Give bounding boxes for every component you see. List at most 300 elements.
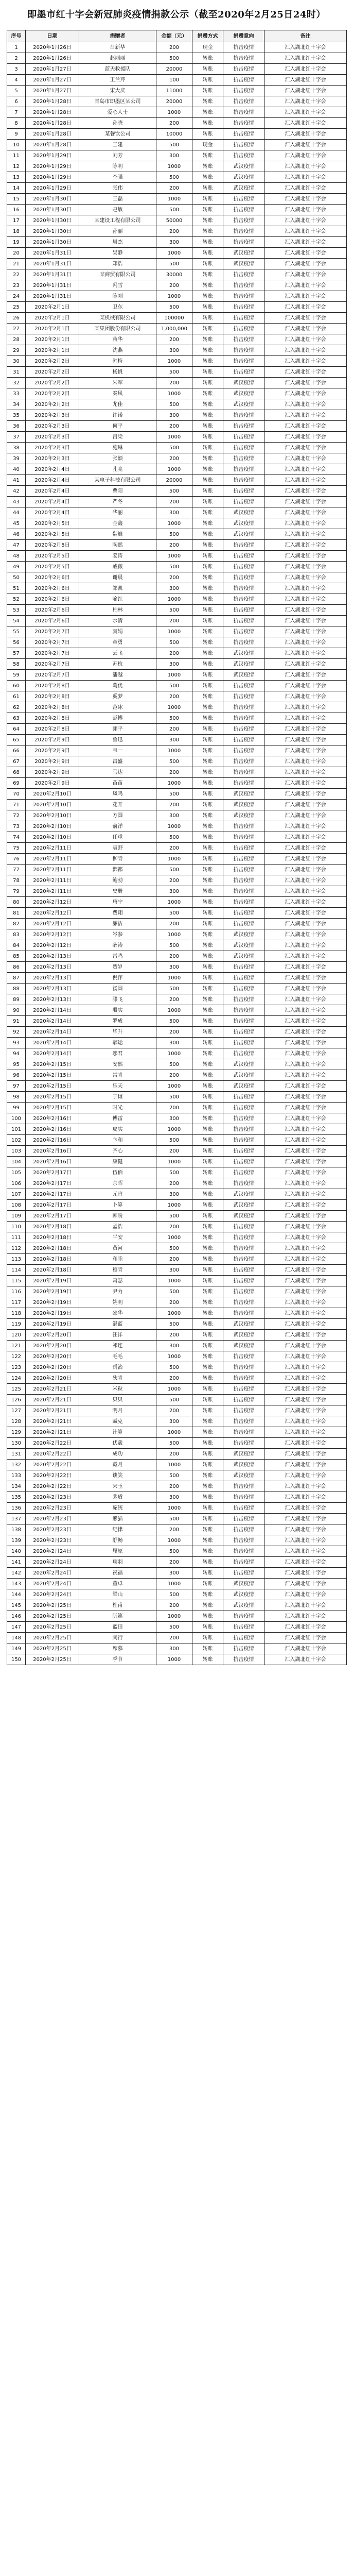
cell-method: 转账 <box>192 865 223 875</box>
table-row <box>7 540 347 551</box>
header-note: 备注 <box>264 30 347 42</box>
cell-method: 转账 <box>192 399 223 410</box>
cell-amount: 200 <box>156 1330 192 1341</box>
cell-method: 转账 <box>192 486 223 497</box>
cell-date: 2020年2月22日 <box>26 1438 79 1449</box>
cell-donor: 庞统 <box>79 1503 156 1514</box>
table-row <box>7 951 347 962</box>
cell-donor: 魏巍 <box>79 529 156 540</box>
cell-note: 汇入湖北红十字会 <box>264 1492 347 1503</box>
page-title: 即墨市红十字会新冠肺炎疫情捐款公示（截至2020年2月25日24时） <box>27 9 326 20</box>
cell-amount: 500 <box>156 865 192 875</box>
table-row <box>7 1330 347 1341</box>
cell-amount: 200 <box>156 1222 192 1232</box>
cell-note: 汇入湖北红十字会 <box>264 886 347 897</box>
cell-amount: 500 <box>156 1514 192 1524</box>
cell-index: 100 <box>7 1113 26 1124</box>
cell-amount: 1000 <box>156 1611 192 1622</box>
cell-method: 转账 <box>192 367 223 378</box>
table-row <box>7 821 347 832</box>
cell-method: 转账 <box>192 1341 223 1351</box>
cell-date: 2020年1月26日 <box>26 42 79 53</box>
table-row <box>7 1124 347 1135</box>
cell-amount: 200 <box>156 1103 192 1113</box>
cell-note: 汇入湖北红十字会 <box>264 810 347 821</box>
cell-index: 56 <box>7 637 26 648</box>
cell-donor: 爱心人士 <box>79 107 156 118</box>
cell-intent: 抗击疫情 <box>223 1222 264 1232</box>
table-row <box>7 410 347 421</box>
cell-intent: 抗击疫情 <box>223 1405 264 1416</box>
cell-intent: 武汉疫情 <box>223 648 264 659</box>
cell-date: 2020年2月2日 <box>26 388 79 399</box>
cell-index: 108 <box>7 1200 26 1211</box>
cell-method: 转账 <box>192 259 223 269</box>
table-row <box>7 1276 347 1286</box>
table-row <box>7 1362 347 1373</box>
cell-amount: 300 <box>156 810 192 821</box>
cell-note: 汇入湖北红十字会 <box>264 1643 347 1654</box>
table-row <box>7 1265 347 1276</box>
cell-intent: 武汉疫情 <box>223 800 264 810</box>
cell-index: 50 <box>7 572 26 583</box>
cell-index: 33 <box>7 388 26 399</box>
cell-index: 97 <box>7 1081 26 1092</box>
cell-note: 汇入湖北红十字会 <box>264 1373 347 1384</box>
cell-index: 43 <box>7 497 26 507</box>
cell-date: 2020年2月3日 <box>26 443 79 453</box>
cell-donor: 秦风 <box>79 388 156 399</box>
cell-index: 2 <box>7 53 26 64</box>
cell-index: 79 <box>7 886 26 897</box>
cell-method: 转账 <box>192 1005 223 1016</box>
cell-index: 133 <box>7 1470 26 1481</box>
cell-note: 汇入湖北红十字会 <box>264 767 347 778</box>
cell-amount: 500 <box>156 1243 192 1254</box>
cell-method: 转账 <box>192 1027 223 1038</box>
cell-intent: 抗击疫情 <box>223 605 264 616</box>
cell-index: 129 <box>7 1427 26 1438</box>
cell-method: 转账 <box>192 529 223 540</box>
cell-method: 转账 <box>192 1460 223 1470</box>
cell-donor: 湛蓝 <box>79 1319 156 1330</box>
cell-index: 88 <box>7 984 26 994</box>
cell-method: 转账 <box>192 919 223 929</box>
cell-note: 汇入湖北红十字会 <box>264 1524 347 1535</box>
cell-date: 2020年1月30日 <box>26 237 79 248</box>
cell-amount: 200 <box>156 1146 192 1157</box>
cell-index: 19 <box>7 237 26 248</box>
cell-amount: 300 <box>156 1568 192 1579</box>
cell-date: 2020年2月17日 <box>26 1211 79 1222</box>
cell-date: 2020年2月17日 <box>26 1167 79 1178</box>
cell-intent: 武汉疫情 <box>223 659 264 670</box>
cell-method: 转账 <box>192 1124 223 1135</box>
cell-date: 2020年1月28日 <box>26 129 79 140</box>
cell-note: 汇入湖北红十字会 <box>264 691 347 702</box>
cell-method: 转账 <box>192 291 223 302</box>
cell-method: 转账 <box>192 53 223 64</box>
cell-intent: 抗击疫情 <box>223 118 264 129</box>
cell-method: 转账 <box>192 118 223 129</box>
table-row <box>7 583 347 594</box>
cell-amount: 1000 <box>156 161 192 172</box>
cell-donor: 时光 <box>79 1103 156 1113</box>
cell-amount: 200 <box>156 378 192 388</box>
cell-donor: 顾盼 <box>79 1211 156 1222</box>
cell-intent: 武汉疫情 <box>223 951 264 962</box>
cell-amount: 100 <box>156 75 192 86</box>
cell-note: 汇入湖北红十字会 <box>264 1308 347 1319</box>
cell-index: 61 <box>7 691 26 702</box>
table-row <box>7 529 347 540</box>
cell-index: 49 <box>7 562 26 572</box>
cell-donor: 吴静 <box>79 248 156 259</box>
cell-intent: 抗击疫情 <box>223 410 264 421</box>
cell-note: 汇入湖北红十字会 <box>264 821 347 832</box>
table-row <box>7 1005 347 1016</box>
cell-method: 转账 <box>192 1189 223 1200</box>
cell-index: 18 <box>7 226 26 237</box>
cell-note: 汇入湖北红十字会 <box>264 865 347 875</box>
cell-method: 转账 <box>192 1514 223 1524</box>
cell-index: 66 <box>7 745 26 756</box>
cell-donor: 马达 <box>79 767 156 778</box>
cell-method: 转账 <box>192 1319 223 1330</box>
cell-index: 69 <box>7 778 26 789</box>
cell-index: 62 <box>7 702 26 713</box>
cell-method: 转账 <box>192 1611 223 1622</box>
cell-date: 2020年2月22日 <box>26 1449 79 1460</box>
cell-amount: 300 <box>156 1416 192 1427</box>
cell-date: 2020年2月18日 <box>26 1254 79 1265</box>
table-row <box>7 399 347 410</box>
cell-method: 转账 <box>192 637 223 648</box>
cell-amount: 200 <box>156 497 192 507</box>
table-row <box>7 616 347 626</box>
cell-date: 2020年2月5日 <box>26 540 79 551</box>
cell-note: 汇入湖北红十字会 <box>264 226 347 237</box>
cell-intent: 抗击疫情 <box>223 572 264 583</box>
cell-note: 汇入湖北红十字会 <box>264 367 347 378</box>
cell-index: 128 <box>7 1416 26 1427</box>
cell-note: 汇入湖北红十字会 <box>264 984 347 994</box>
table-row <box>7 1341 347 1351</box>
cell-method: 转账 <box>192 1297 223 1308</box>
cell-intent: 武汉疫情 <box>223 940 264 951</box>
cell-donor: 施琳 <box>79 443 156 453</box>
cell-intent: 抗击疫情 <box>223 1514 264 1524</box>
cell-intent: 抗击疫情 <box>223 1103 264 1113</box>
cell-date: 2020年2月2日 <box>26 367 79 378</box>
cell-intent: 抗击疫情 <box>223 205 264 215</box>
cell-index: 120 <box>7 1330 26 1341</box>
cell-index: 91 <box>7 1016 26 1027</box>
cell-intent: 抗击疫情 <box>223 475 264 486</box>
cell-date: 2020年2月14日 <box>26 1048 79 1059</box>
cell-date: 2020年2月12日 <box>26 940 79 951</box>
cell-amount: 200 <box>156 280 192 291</box>
cell-date: 2020年1月28日 <box>26 96 79 107</box>
cell-note: 汇入湖北红十字会 <box>264 854 347 865</box>
cell-index: 23 <box>7 280 26 291</box>
cell-amount: 300 <box>156 583 192 594</box>
cell-index: 59 <box>7 670 26 681</box>
cell-index: 73 <box>7 821 26 832</box>
cell-index: 92 <box>7 1027 26 1038</box>
cell-donor: 陈刚 <box>79 291 156 302</box>
cell-note: 汇入湖北红十字会 <box>264 1384 347 1395</box>
cell-donor: 蓝田 <box>79 1622 156 1633</box>
cell-date: 2020年2月10日 <box>26 789 79 800</box>
cell-date: 2020年2月9日 <box>26 745 79 756</box>
cell-method: 转账 <box>192 1405 223 1416</box>
cell-method: 转账 <box>192 1524 223 1535</box>
table-row <box>7 107 347 118</box>
cell-donor: 孙晓 <box>79 118 156 129</box>
cell-date: 2020年2月8日 <box>26 691 79 702</box>
cell-note: 汇入湖北红十字会 <box>264 356 347 367</box>
table-row <box>7 1178 347 1189</box>
cell-method: 转账 <box>192 724 223 735</box>
cell-donor: 方圆 <box>79 810 156 821</box>
table-row <box>7 626 347 637</box>
cell-amount: 1000 <box>156 1427 192 1438</box>
cell-method: 转账 <box>192 540 223 551</box>
cell-donor: 赵敏 <box>79 205 156 215</box>
cell-date: 2020年2月20日 <box>26 1373 79 1384</box>
cell-note: 汇入湖北红十字会 <box>264 637 347 648</box>
cell-index: 117 <box>7 1297 26 1308</box>
table-row <box>7 1059 347 1070</box>
cell-date: 2020年2月9日 <box>26 767 79 778</box>
cell-date: 2020年2月1日 <box>26 334 79 345</box>
cell-intent: 抗击疫情 <box>223 1092 264 1103</box>
cell-index: 96 <box>7 1070 26 1081</box>
cell-note: 汇入湖北红十字会 <box>264 562 347 572</box>
cell-date: 2020年1月27日 <box>26 75 79 86</box>
cell-donor: 柏林 <box>79 605 156 616</box>
cell-index: 72 <box>7 810 26 821</box>
cell-donor: 明月 <box>79 1405 156 1416</box>
cell-method: 转账 <box>192 96 223 107</box>
cell-donor: 朱军 <box>79 378 156 388</box>
cell-date: 2020年2月21日 <box>26 1395 79 1405</box>
cell-date: 2020年2月12日 <box>26 929 79 940</box>
cell-intent: 抗击疫情 <box>223 1395 264 1405</box>
cell-intent: 抗击疫情 <box>223 324 264 334</box>
cell-note: 汇入湖北红十字会 <box>264 1059 347 1070</box>
cell-method: 转账 <box>192 756 223 767</box>
cell-intent: 抗击疫情 <box>223 1492 264 1503</box>
cell-donor: 郎平 <box>79 724 156 735</box>
cell-method: 转账 <box>192 1579 223 1589</box>
cell-index: 82 <box>7 919 26 929</box>
header-donor: 捐赠者 <box>79 30 156 42</box>
cell-date: 2020年2月7日 <box>26 626 79 637</box>
cell-intent: 抗击疫情 <box>223 291 264 302</box>
table-row <box>7 1222 347 1232</box>
cell-note: 汇入湖北红十字会 <box>264 248 347 259</box>
cell-intent: 抗击疫情 <box>223 1643 264 1654</box>
cell-amount: 1000 <box>156 1503 192 1514</box>
cell-method: 转账 <box>192 1481 223 1492</box>
cell-amount: 500 <box>156 1546 192 1557</box>
cell-date: 2020年2月1日 <box>26 324 79 334</box>
table-row <box>7 1514 347 1524</box>
cell-intent: 武汉疫情 <box>223 1081 264 1092</box>
cell-note: 汇入湖北红十字会 <box>264 388 347 399</box>
cell-index: 127 <box>7 1405 26 1416</box>
cell-date: 2020年2月14日 <box>26 1038 79 1048</box>
cell-amount: 1000 <box>156 897 192 908</box>
table-row <box>7 280 347 291</box>
cell-note: 汇入湖北红十字会 <box>264 53 347 64</box>
cell-method: 转账 <box>192 1351 223 1362</box>
cell-index: 119 <box>7 1319 26 1330</box>
cell-index: 103 <box>7 1146 26 1157</box>
cell-donor: 俞洋 <box>79 821 156 832</box>
cell-index: 5 <box>7 86 26 96</box>
cell-intent: 抗击疫情 <box>223 908 264 919</box>
cell-amount: 200 <box>156 767 192 778</box>
cell-note: 汇入湖北红十字会 <box>264 659 347 670</box>
cell-note: 汇入湖北红十字会 <box>264 64 347 75</box>
cell-method: 转账 <box>192 1146 223 1157</box>
cell-date: 2020年1月28日 <box>26 118 79 129</box>
cell-note: 汇入湖北红十字会 <box>264 1135 347 1146</box>
cell-donor: 齐心 <box>79 1146 156 1157</box>
cell-amount: 200 <box>156 572 192 583</box>
cell-date: 2020年2月5日 <box>26 562 79 572</box>
cell-date: 2020年2月17日 <box>26 1200 79 1211</box>
table-row <box>7 832 347 843</box>
cell-method: 转账 <box>192 951 223 962</box>
cell-method: 转账 <box>192 356 223 367</box>
cell-amount: 1000 <box>156 1308 192 1319</box>
table-row <box>7 507 347 518</box>
cell-donor: 李强 <box>79 172 156 183</box>
cell-note: 汇入湖北红十字会 <box>264 237 347 248</box>
cell-amount: 1000 <box>156 1081 192 1092</box>
cell-index: 60 <box>7 681 26 691</box>
cell-donor: 苗苗 <box>79 778 156 789</box>
cell-amount: 1000 <box>156 1232 192 1243</box>
table-row <box>7 1038 347 1048</box>
cell-intent: 抗击疫情 <box>223 897 264 908</box>
cell-date: 2020年1月31日 <box>26 269 79 280</box>
cell-index: 63 <box>7 713 26 724</box>
cell-amount: 200 <box>156 648 192 659</box>
cell-method: 转账 <box>192 172 223 183</box>
cell-amount: 1000 <box>156 854 192 865</box>
cell-amount: 500 <box>156 908 192 919</box>
cell-date: 2020年2月10日 <box>26 832 79 843</box>
cell-note: 汇入湖北红十字会 <box>264 1427 347 1438</box>
cell-index: 13 <box>7 172 26 183</box>
cell-amount: 200 <box>156 453 192 464</box>
cell-index: 29 <box>7 345 26 356</box>
cell-donor: 彭博 <box>79 713 156 724</box>
cell-amount: 200 <box>156 183 192 194</box>
cell-amount: 1000 <box>156 356 192 367</box>
cell-method: 转账 <box>192 215 223 226</box>
cell-method: 转账 <box>192 107 223 118</box>
table-row <box>7 1557 347 1568</box>
cell-index: 136 <box>7 1503 26 1514</box>
cell-intent: 抗击疫情 <box>223 1362 264 1373</box>
cell-note: 汇入湖北红十字会 <box>264 172 347 183</box>
cell-index: 94 <box>7 1048 26 1059</box>
table-row <box>7 140 347 150</box>
cell-amount: 500 <box>156 399 192 410</box>
cell-index: 34 <box>7 399 26 410</box>
table-row <box>7 1232 347 1243</box>
cell-index: 107 <box>7 1189 26 1200</box>
cell-intent: 抗击疫情 <box>223 1016 264 1027</box>
cell-donor: 陶然 <box>79 540 156 551</box>
cell-donor: 章勇 <box>79 637 156 648</box>
cell-note: 汇入湖北红十字会 <box>264 1589 347 1600</box>
cell-method: 转账 <box>192 886 223 897</box>
cell-amount: 1000 <box>156 1005 192 1016</box>
table-row <box>7 1633 347 1643</box>
cell-donor: 吕梁 <box>79 432 156 443</box>
cell-donor: 某商贸有限公司 <box>79 269 156 280</box>
cell-amount: 200 <box>156 691 192 702</box>
cell-amount: 1000 <box>156 1351 192 1362</box>
table-row <box>7 183 347 194</box>
cell-method: 转账 <box>192 1373 223 1384</box>
cell-method: 转账 <box>192 778 223 789</box>
cell-index: 26 <box>7 313 26 324</box>
cell-intent: 抗击疫情 <box>223 64 264 75</box>
cell-amount: 500 <box>156 984 192 994</box>
cell-amount: 1000 <box>156 670 192 681</box>
cell-intent: 抗击疫情 <box>223 681 264 691</box>
cell-index: 93 <box>7 1038 26 1048</box>
cell-method: 转账 <box>192 1081 223 1092</box>
table-row <box>7 724 347 735</box>
cell-note: 汇入湖北红十字会 <box>264 583 347 594</box>
cell-amount: 200 <box>156 1297 192 1308</box>
cell-note: 汇入湖北红十字会 <box>264 908 347 919</box>
cell-amount: 1000 <box>156 1460 192 1470</box>
cell-donor: 任重 <box>79 832 156 843</box>
cell-note: 汇入湖北红十字会 <box>264 1319 347 1330</box>
cell-index: 126 <box>7 1395 26 1405</box>
cell-date: 2020年2月23日 <box>26 1535 79 1546</box>
cell-intent: 抗击疫情 <box>223 1005 264 1016</box>
cell-amount: 300 <box>156 150 192 161</box>
cell-note: 汇入湖北红十字会 <box>264 572 347 583</box>
cell-amount: 1000 <box>156 194 192 205</box>
cell-intent: 武汉疫情 <box>223 378 264 388</box>
cell-note: 汇入湖北红十字会 <box>264 410 347 421</box>
cell-note: 汇入湖北红十字会 <box>264 1622 347 1633</box>
cell-index: 104 <box>7 1157 26 1167</box>
table-row <box>7 269 347 280</box>
cell-amount: 500 <box>156 605 192 616</box>
cell-note: 汇入湖北红十字会 <box>264 475 347 486</box>
cell-date: 2020年2月22日 <box>26 1481 79 1492</box>
cell-date: 2020年1月30日 <box>26 205 79 215</box>
cell-intent: 武汉疫情 <box>223 507 264 518</box>
donation-table <box>7 30 347 1665</box>
cell-intent: 抗击疫情 <box>223 464 264 475</box>
cell-method: 转账 <box>192 605 223 616</box>
cell-note: 汇入湖北红十字会 <box>264 1470 347 1481</box>
